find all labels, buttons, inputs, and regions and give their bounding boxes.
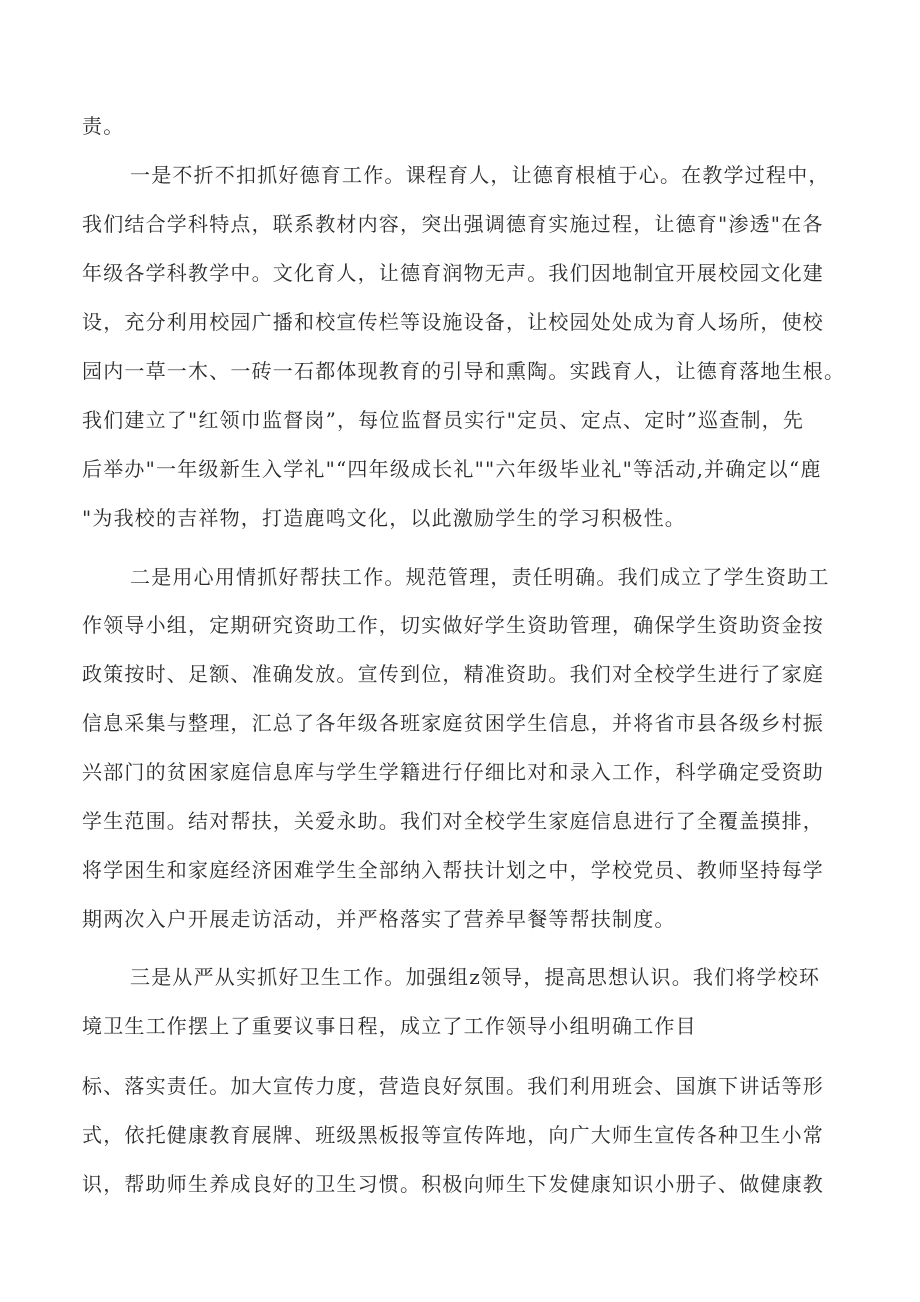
text-line: 兴部门的贫困家庭信息库与学生学籍进行仔细比对和录入工作，科学确定受资助 (82, 760, 824, 784)
paragraph-1-line: 一是不折不扣抓好德育工作。课程育人，让德育根植于心。在教学过程中， (130, 163, 830, 187)
text-line: 境卫生工作摆上了重要议事日程，成立了工作领导小组明确工作目 (82, 1014, 697, 1038)
text-line: 政策按时、足额、准确发放。宣传到位，精准资助。我们对全校学生进行了家庭 (82, 662, 824, 686)
paragraph-2-line: 二是用心用情抓好帮扶工作。规范管理，责任明确。我们成立了学生资助工 (130, 565, 830, 589)
text-line: 将学困生和家庭经济困难学生全部纳入帮扶计划之中，学校党员、教师坚持每学 (82, 858, 824, 882)
text-line: 我们建立了"红领巾监督岗”，每位监督员实行"定员、定点、定时”巡查制，先 (82, 408, 805, 432)
text-line: 年级各学科教学中。文化育人，让德育润物无声。我们因地制宜开展校园文化建 (82, 261, 824, 285)
text-line: 式，依托健康教育展牌、班级黑板报等宣传阵地，向广大师生宣传各种卫生小常 (82, 1123, 824, 1147)
text-line: 标、落实责任。加大宣传力度，营造良好氛围。我们利用班会、国旗下讲话等形 (82, 1074, 824, 1098)
text-line: 信息采集与整理，汇总了各年级各班家庭贫困学生信息，并将省市县各级乡村振 (82, 711, 824, 735)
text-line: 后举办"一年级新生入学礼"“四年级成长礼""六年级毕业礼"等活动,并确定以“鹿 (82, 457, 822, 481)
text-line: 识，帮助师生养成良好的卫生习惯。积极向师生下发健康知识小册子、做健康教 (82, 1172, 824, 1196)
text-line: 设，充分利用校园广播和校宣传栏等设施设备，让校园处处成为育人场所，使校 (82, 310, 824, 334)
text-line: 期两次入户开展走访活动，并严格落实了营养早餐等帮扶制度。 (82, 907, 676, 931)
text-line: 我们结合学科特点，联系教材内容，突出强调德育实施过程，让德育"渗透"在各 (82, 212, 824, 236)
text-line: 责。 (82, 114, 125, 138)
paragraph-3-line: 三是从严从实抓好卫生工作。加强组z领导，提高思想认识。我们将学校环 (130, 965, 821, 989)
text-line: "为我校的吉祥物，打造鹿鸣文化，以此激励学生的学习积极性。 (82, 506, 686, 530)
text-line: 作领导小组，定期研究资助工作，切实做好学生资助管理，确保学生资助资金按 (82, 613, 824, 637)
text-line: 学生范围。结对帮扶，关爱永助。我们对全校学生家庭信息进行了全覆盖摸排， (82, 809, 824, 833)
text-line: 园内一草一木、一砖一石都体现教育的引导和熏陶。实践育人，让德育落地生根。 (82, 359, 846, 383)
